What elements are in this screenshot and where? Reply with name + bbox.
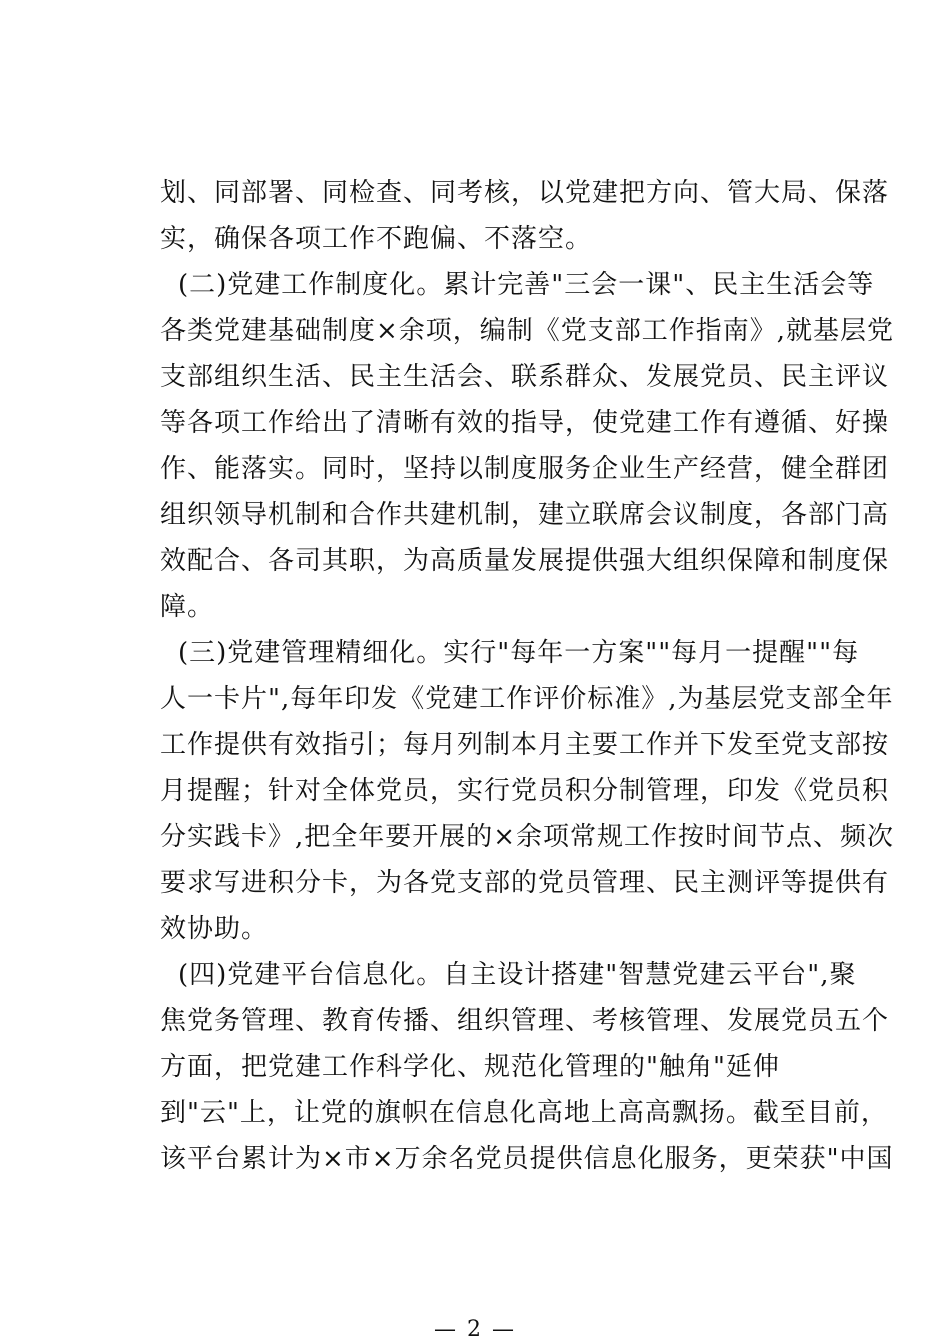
text-line: 支部组织生活、民主生活会、联系群众、发展党员、民主评议 (160, 362, 890, 392)
text-line: 分实践卡》,把全年要开展的×余项常规工作按时间节点、频次 (160, 822, 895, 852)
text-line: 效配合、各司其职，为高质量发展提供强大组织保障和制度保 (160, 546, 890, 576)
text-line: 各类党建基础制度×余项，编制《党支部工作指南》,就基层党 (160, 316, 895, 346)
text-line: 人一卡片",每年印发《党建工作评价标准》,为基层党支部全年 (160, 684, 894, 714)
paragraph-3-heading-line: (三)党建管理精细化。实行"每年一方案""每月一提醒""每 (178, 638, 860, 668)
text-line: 方面，把党建工作科学化、规范化管理的"触角"延伸 (160, 1052, 780, 1082)
text-line: 月提醒；针对全体党员，实行党员积分制管理，印发《党员积 (160, 776, 890, 806)
text-line: 工作提供有效指引；每月列制本月主要工作并下发至党支部按 (160, 730, 890, 760)
text-line: 等各项工作给出了清晰有效的指导，使党建工作有遵循、好操 (160, 408, 890, 438)
text-line: 实，确保各项工作不跑偏、不落空。 (160, 224, 593, 254)
text-line: 效协助。 (160, 914, 269, 944)
text-line: 要求写进积分卡，为各党支部的党员管理、民主测评等提供有 (160, 868, 890, 898)
text-line: 作、能落实。同时，坚持以制度服务企业生产经营，健全群团 (160, 454, 890, 484)
text-line: 到"云"上，让党的旗帜在信息化高地上高高飘扬。截至目前， (160, 1098, 888, 1128)
text-line: 该平台累计为×市×万余名党员提供信息化服务，更荣获"中国 (160, 1144, 894, 1174)
paragraph-4-heading-line: (四)党建平台信息化。自主设计搭建"智慧党建云平台",聚 (178, 960, 857, 990)
text-line: 划、同部署、同检查、同考核，以党建把方向、管大局、保落 (160, 178, 890, 208)
text-line: 组织领导机制和合作共建机制，建立联席会议制度，各部门高 (160, 500, 890, 530)
text-line: 障。 (160, 592, 215, 622)
page-number: — 2 — (434, 1317, 516, 1342)
text-line: 焦党务管理、教育传播、组织管理、考核管理、发展党员五个 (160, 1006, 890, 1036)
paragraph-2-heading-line: (二)党建工作制度化。累计完善"三会一课"、民主生活会等 (178, 270, 875, 300)
